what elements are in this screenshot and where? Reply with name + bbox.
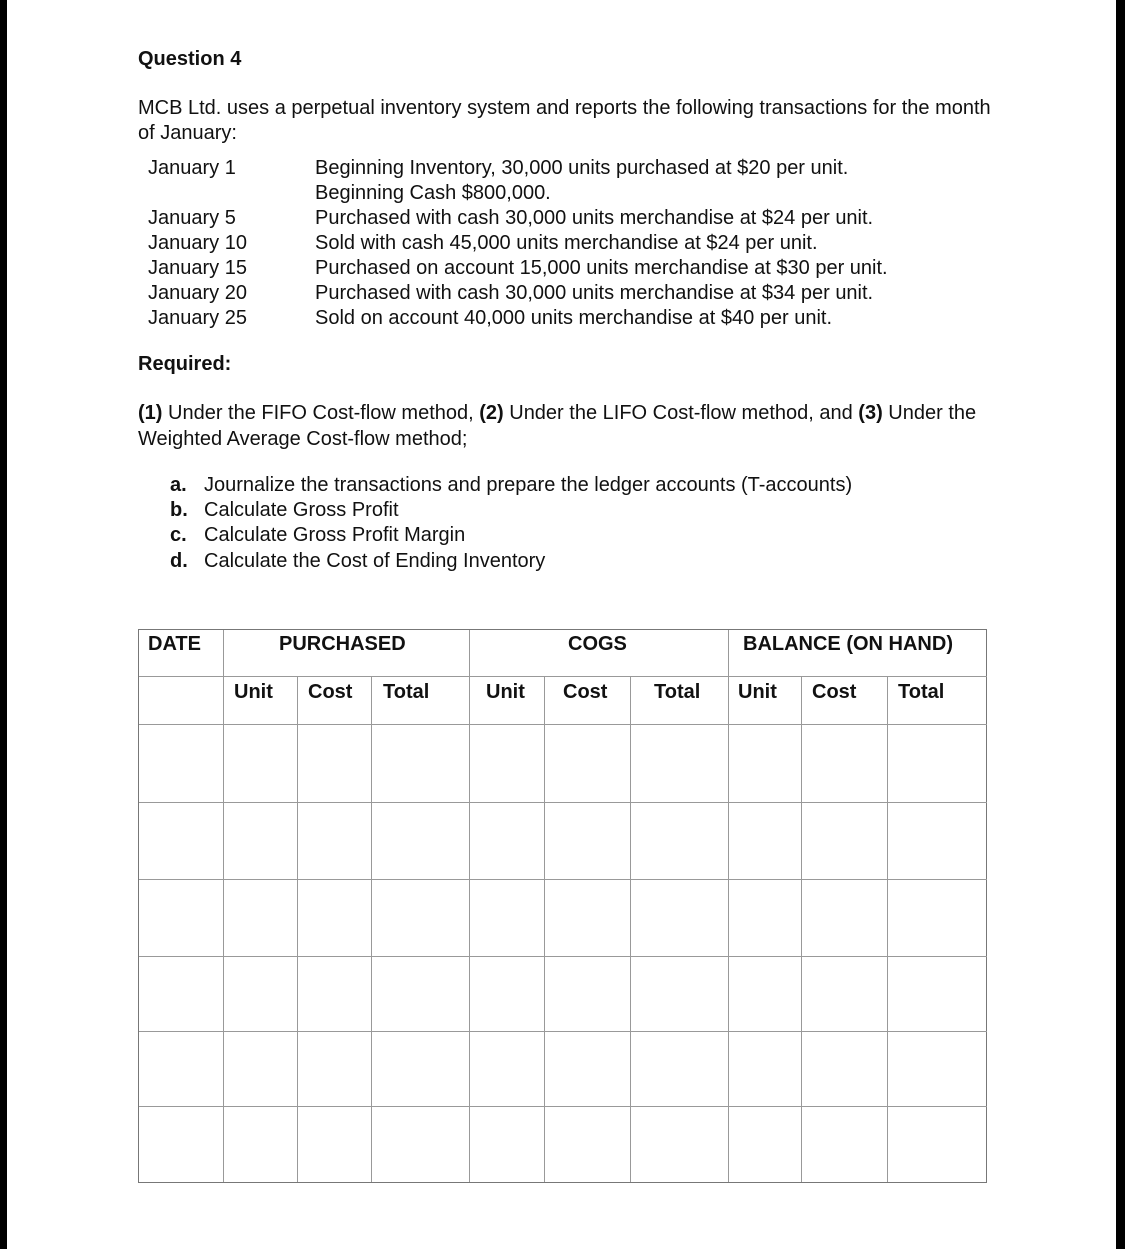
method-text: Under the LIFO Cost-flow method, and	[503, 402, 859, 424]
task-item	[170, 497, 399, 523]
transaction-description: Beginning Inventory, 30,000 units purchased at $20 per unit.	[315, 157, 849, 179]
table-rule	[297, 676, 298, 1182]
table-rule	[139, 1106, 987, 1107]
transaction-description: Sold on account 40,000 units merchandise at $40 per unit.	[315, 307, 833, 329]
table-rule	[139, 879, 987, 880]
transaction-description: Purchased with cash 30,000 units merchandise at $24 per unit.	[315, 207, 874, 229]
transaction-date: January 10	[148, 232, 247, 254]
header-date: DATE	[148, 633, 201, 655]
transaction-date: January 1	[148, 157, 236, 179]
table-rule	[139, 956, 987, 957]
transaction-description: Purchased with cash 30,000 units merchandise at $34 per unit.	[315, 282, 874, 304]
transaction-description: Sold with cash 45,000 units merchandise at $24 per unit.	[315, 232, 818, 254]
table-rule	[223, 630, 224, 1182]
table-rule	[139, 802, 987, 803]
transaction-date: January 25	[148, 307, 247, 329]
header-cogs: COGS	[568, 633, 627, 655]
method-text: Under the Weighted Average Cost-flow method;	[138, 402, 977, 450]
subheader-unit: Unit	[486, 681, 525, 703]
transaction-description: Beginning Cash $800,000.	[315, 182, 551, 204]
subheader-unit: Unit	[234, 681, 273, 703]
transaction-description: Purchased on account 15,000 units merchandise at $30 per unit.	[315, 257, 888, 279]
method-number: (1)	[138, 402, 163, 424]
task-label: c.	[170, 524, 187, 546]
inventory-table	[138, 629, 987, 1183]
required-title: Required:	[138, 353, 232, 375]
document-page	[7, 0, 1116, 1249]
required-instructions	[138, 400, 998, 452]
method-number: (3)	[858, 402, 883, 424]
subheader-unit: Unit	[738, 681, 777, 703]
table-rule	[371, 676, 372, 1182]
table-rule	[139, 724, 987, 725]
subheader-cost: Cost	[563, 681, 608, 703]
question-title: Question 4	[138, 48, 242, 70]
task-item	[170, 522, 465, 548]
task-text: Journalize the transactions and prepare the ledger accounts (T-accounts)	[204, 474, 853, 496]
method-number: (2)	[479, 402, 504, 424]
task-item	[170, 548, 545, 574]
subheader-total: Total	[654, 681, 701, 703]
table-rule	[544, 676, 545, 1182]
table-rule	[728, 630, 729, 1182]
transaction-date: January 5	[148, 207, 236, 229]
method-text: Under the FIFO Cost-flow method,	[162, 402, 480, 424]
task-text: Calculate the Cost of Ending Inventory	[204, 550, 546, 572]
header-purchased: PURCHASED	[279, 633, 406, 655]
table-rule	[801, 676, 802, 1182]
task-item	[170, 472, 852, 498]
task-label: a.	[170, 474, 187, 496]
subheader-cost: Cost	[308, 681, 353, 703]
header-balance: BALANCE (ON HAND)	[743, 633, 953, 655]
table-rule	[469, 630, 470, 1182]
table-rule	[630, 676, 631, 1182]
question-intro: MCB Ltd. uses a perpetual inventory system and reports the following transactions for the month of January:	[138, 97, 991, 144]
table-rule	[139, 676, 987, 677]
table-rule	[887, 676, 888, 1182]
subheader-total: Total	[383, 681, 430, 703]
table-rule	[139, 1031, 987, 1032]
task-label: b.	[170, 499, 188, 521]
subheader-total: Total	[898, 681, 945, 703]
task-text: Calculate Gross Profit Margin	[204, 524, 466, 546]
transaction-date: January 15	[148, 257, 247, 279]
task-label: d.	[170, 550, 188, 572]
subheader-cost: Cost	[812, 681, 857, 703]
transaction-date: January 20	[148, 282, 247, 304]
task-text: Calculate Gross Profit	[204, 499, 399, 521]
